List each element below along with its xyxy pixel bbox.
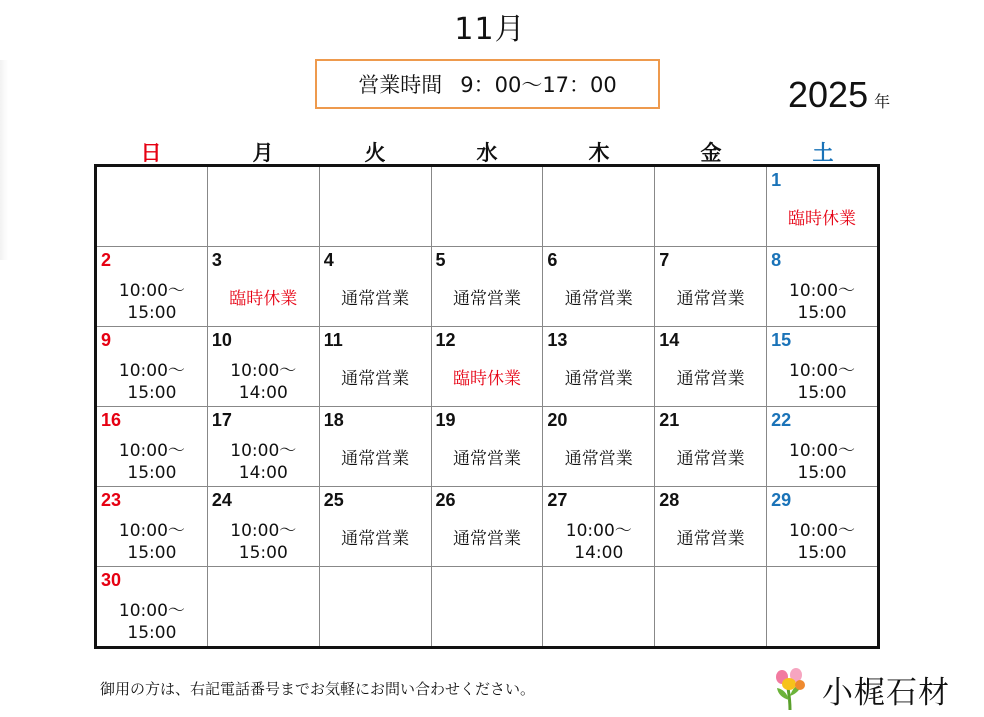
day-status-hours: 10:00～ 15:00 — [789, 441, 856, 483]
day-status-hours: 10:00～ 15:00 — [789, 361, 856, 403]
day-status-hours: 10:00～ 15:00 — [118, 361, 185, 403]
day-number: 27 — [547, 490, 568, 510]
calendar-empty-cell — [207, 166, 319, 247]
weekday-4: 木 — [588, 141, 610, 165]
day-number: 17 — [211, 410, 232, 430]
calendar-day-cell — [543, 327, 655, 407]
day-status-normal: 通常営業 — [341, 369, 410, 389]
weekday-1: 月 — [252, 141, 274, 165]
day-number: 29 — [771, 490, 792, 510]
day-status-normal: 通常営業 — [452, 289, 521, 309]
day-status-normal: 通常営業 — [676, 369, 745, 389]
company-name: 小梶石材 — [822, 674, 950, 711]
business-hours-label: 営業時間 — [358, 73, 443, 97]
calendar-empty-cell — [319, 166, 431, 247]
calendar-empty-cell — [543, 567, 655, 648]
day-number: 16 — [101, 410, 122, 430]
calendar-day-cell — [207, 487, 319, 567]
weekday-0: 日 — [140, 141, 162, 165]
calendar-week-row — [96, 487, 879, 567]
calendar-day-cell — [655, 407, 767, 487]
weekday-6: 土 — [812, 141, 834, 165]
day-number: 9 — [101, 330, 112, 350]
weekday-3: 水 — [476, 141, 498, 165]
day-number: 15 — [771, 330, 792, 350]
year-unit: 年 — [874, 92, 891, 111]
calendar-day-cell — [96, 487, 208, 567]
day-number: 2 — [101, 250, 112, 270]
day-number: 7 — [659, 250, 670, 270]
business-hours-box — [315, 59, 660, 109]
calendar-day-cell — [655, 327, 767, 407]
day-number: 11 — [323, 330, 343, 350]
calendar-day-cell — [431, 247, 543, 327]
day-number: 24 — [211, 490, 232, 510]
weekday-2: 火 — [364, 141, 386, 165]
calendar-week-row — [96, 407, 879, 487]
calendar-empty-cell — [543, 166, 655, 247]
day-number: 4 — [323, 250, 334, 270]
day-number: 6 — [547, 250, 558, 270]
calendar-week-row — [96, 166, 879, 247]
day-number: 1 — [771, 170, 782, 190]
calendar-day-cell — [767, 327, 879, 407]
day-status-normal: 通常営業 — [564, 449, 633, 469]
day-number: 5 — [435, 250, 446, 270]
day-status-hours: 10:00～ 14:00 — [230, 441, 297, 483]
year-number: 2025 — [788, 74, 869, 115]
day-status-hours: 10:00～ 15:00 — [789, 281, 856, 323]
day-number: 25 — [323, 490, 344, 510]
day-status-normal: 通常営業 — [452, 529, 521, 549]
flower-logo-icon — [772, 666, 808, 712]
calendar-day-cell — [319, 487, 431, 567]
day-status-normal: 通常営業 — [676, 289, 745, 309]
day-status-normal: 通常営業 — [341, 449, 410, 469]
contact-note: 御用の方は、右記電話番号までお気軽にお問い合わせください。 — [100, 680, 536, 698]
day-status-closed: 臨時休業 — [452, 369, 521, 389]
day-number: 12 — [435, 330, 456, 350]
day-status-normal: 通常営業 — [676, 449, 745, 469]
calendar-day-cell — [767, 407, 879, 487]
calendar-empty-cell — [767, 567, 879, 648]
day-status-normal: 通常営業 — [564, 289, 633, 309]
day-number: 14 — [659, 330, 680, 350]
calendar-empty-cell — [207, 567, 319, 648]
calendar-day-cell — [96, 407, 208, 487]
day-number: 28 — [659, 490, 680, 510]
day-status-hours: 10:00～ 14:00 — [230, 361, 297, 403]
day-status-closed: 臨時休業 — [788, 209, 857, 229]
calendar-day-cell — [431, 327, 543, 407]
calendar-day-cell — [207, 327, 319, 407]
calendar-day-cell — [767, 166, 879, 247]
day-status-hours: 10:00～ 15:00 — [789, 521, 856, 563]
calendar-empty-cell — [319, 567, 431, 648]
day-status-normal: 通常営業 — [676, 529, 745, 549]
calendar-day-cell — [319, 407, 431, 487]
calendar-week-row — [96, 327, 879, 407]
day-status-hours: 10:00～ 15:00 — [118, 601, 185, 643]
day-status-normal: 通常営業 — [452, 449, 521, 469]
day-status-normal: 通常営業 — [341, 289, 410, 309]
calendar-day-cell — [96, 327, 208, 407]
calendar-day-cell — [96, 567, 208, 648]
calendar-day-cell — [96, 247, 208, 327]
day-number: 10 — [211, 330, 232, 350]
day-status-hours: 10:00～ 15:00 — [230, 521, 297, 563]
calendar-day-cell — [207, 407, 319, 487]
day-number: 18 — [323, 410, 344, 430]
calendar-day-cell — [767, 487, 879, 567]
page-edge-shadow — [0, 60, 8, 260]
year-display — [788, 74, 890, 116]
calendar-day-cell — [431, 487, 543, 567]
day-number: 8 — [771, 250, 782, 270]
calendar-empty-cell — [431, 567, 543, 648]
calendar-week-row — [96, 567, 879, 648]
calendar-empty-cell — [655, 166, 767, 247]
day-number: 30 — [101, 570, 122, 590]
calendar-day-cell — [319, 247, 431, 327]
day-status-hours: 10:00～ 15:00 — [118, 521, 185, 563]
business-hours-value: 9：00～17：00 — [460, 73, 617, 97]
day-number: 19 — [435, 410, 456, 430]
calendar-day-cell — [543, 407, 655, 487]
day-status-hours: 10:00～ 15:00 — [118, 441, 185, 483]
day-status-hours: 10:00～ 15:00 — [118, 281, 185, 323]
calendar-day-cell — [767, 247, 879, 327]
month-title: 11月 — [454, 12, 526, 47]
calendar-day-cell — [543, 487, 655, 567]
day-number: 22 — [771, 410, 792, 430]
calendar-day-cell — [655, 487, 767, 567]
day-status-hours: 10:00～ 14:00 — [565, 521, 632, 563]
calendar-grid — [94, 164, 880, 649]
calendar-day-cell — [543, 247, 655, 327]
day-number: 13 — [547, 330, 568, 350]
day-status-normal: 通常営業 — [341, 529, 410, 549]
calendar-day-cell — [319, 327, 431, 407]
weekday-5: 金 — [700, 141, 722, 165]
calendar-day-cell — [207, 247, 319, 327]
calendar-empty-cell — [431, 166, 543, 247]
day-number: 20 — [547, 410, 568, 430]
calendar-empty-cell — [655, 567, 767, 648]
weekday-header-row — [95, 137, 879, 167]
day-number: 23 — [101, 490, 122, 510]
calendar-day-cell — [431, 407, 543, 487]
day-number: 26 — [435, 490, 456, 510]
day-number: 21 — [659, 410, 680, 430]
calendar-day-cell — [655, 247, 767, 327]
day-status-closed: 臨時休業 — [229, 289, 298, 309]
day-number: 3 — [211, 250, 222, 270]
company-logo — [772, 664, 962, 714]
day-status-normal: 通常営業 — [564, 369, 633, 389]
calendar-empty-cell — [96, 166, 208, 247]
calendar-week-row — [96, 247, 879, 327]
